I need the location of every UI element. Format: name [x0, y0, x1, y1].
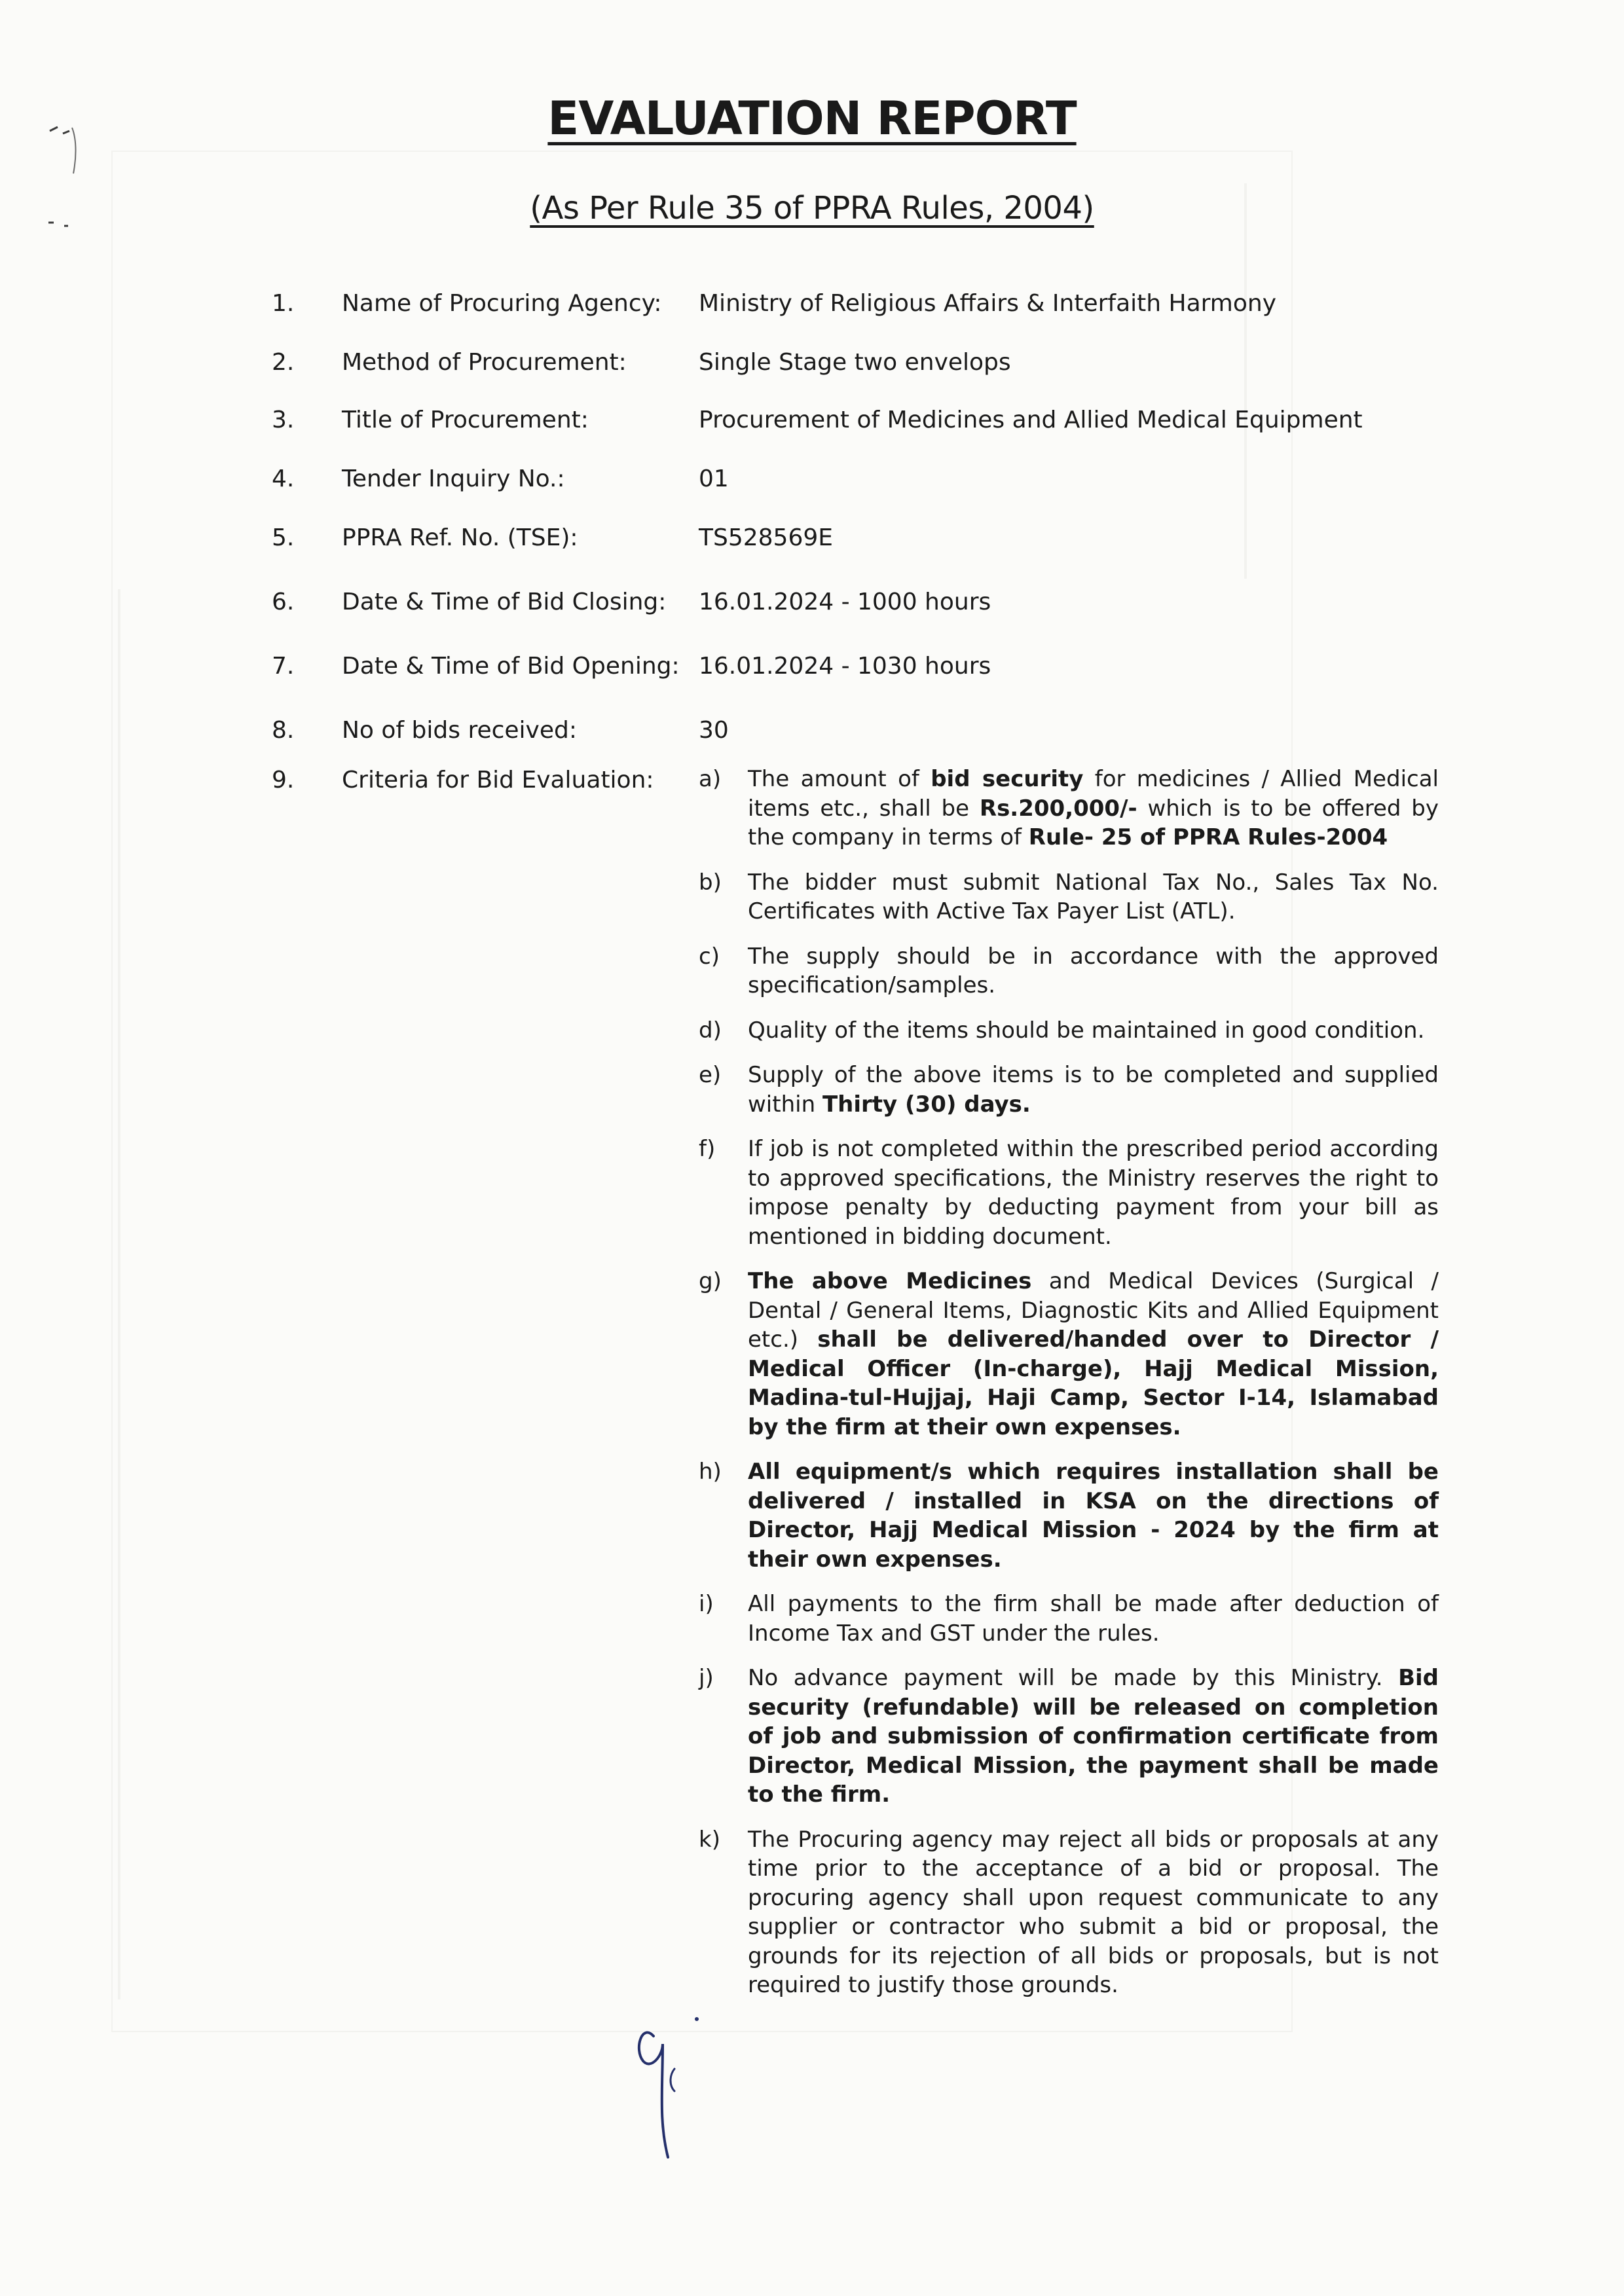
criterion-letter: i) [699, 1591, 714, 1617]
criterion-text-run: The Procuring agency may reject all bids or proposals at any time prior to the acceptance of a bid or proposal. The procuring agency shall upon request communicate to any supplier or contractor who submit a bid or proposal, the grounds for its rejection of all bids or proposals, but is not required to justify those grounds. [748, 1826, 1439, 1998]
field-number: 9. [272, 767, 295, 793]
criteria-list [699, 765, 1439, 2016]
criterion-text [748, 1061, 1439, 1119]
criterion-text [748, 1016, 1439, 1046]
criterion-text-run: and Medical Devices (Surgical / Dental / General Items, Diagnostic Kits and Allied Equipment etc.) [748, 1268, 1439, 1353]
criterion-text [748, 1267, 1439, 1442]
criterion-item [699, 868, 1439, 926]
criterion-item [699, 1457, 1439, 1574]
criterion-letter: j) [699, 1665, 714, 1691]
criterion-letter: c) [699, 943, 720, 970]
criterion-text [748, 765, 1439, 852]
field-label: Date & Time of Bid Opening: [342, 653, 680, 680]
criterion-letter: h) [699, 1459, 722, 1485]
criterion-text-run: The supply should be in accordance with the approved specification/samples. [748, 943, 1439, 998]
field-label: Date & Time of Bid Closing: [342, 589, 667, 615]
signature-mark [629, 2010, 720, 2160]
field-value: Single Stage two envelops [699, 349, 1011, 376]
criterion-text-run: The bidder must submit National Tax No., Sales Tax No. Certificates with Active Tax Payer List (ATL). [748, 869, 1439, 924]
criterion-item [699, 1590, 1439, 1648]
criterion-text [748, 1664, 1439, 1810]
criterion-letter: e) [699, 1062, 722, 1088]
criterion-bold-text: The above Medicines [748, 1268, 1032, 1294]
criterion-item [699, 1825, 1439, 2000]
field-label: Method of Procurement: [342, 349, 627, 376]
field-label: Name of Procuring Agency: [342, 290, 662, 317]
field-number: 1. [272, 290, 295, 317]
field-value: 01 [699, 465, 729, 492]
criterion-item [699, 1664, 1439, 1810]
criterion-item [699, 1061, 1439, 1119]
criterion-text-run: Quality of the items should be maintained in good condition. [748, 1017, 1425, 1044]
field-value: Procurement of Medicines and Allied Medical Equipment [699, 407, 1363, 433]
field-value: 16.01.2024 - 1000 hours [699, 589, 991, 615]
field-value: Ministry of Religious Affairs & Interfaith Harmony [699, 290, 1277, 317]
criterion-text [748, 868, 1439, 926]
criterion-text-run: The amount of [748, 766, 931, 792]
criterion-text-run: If job is not completed within the prescribed period according to approved specifications, the Ministry reserves the right to impose penalty by deducting payment from your bill as mentioned in bidding document. [748, 1136, 1439, 1250]
criterion-text-run: No advance payment will be made by this Ministry. [748, 1665, 1399, 1691]
criterion-text [748, 1135, 1439, 1251]
field-label: Criteria for Bid Evaluation: [342, 767, 654, 793]
criterion-bold-text: shall be delivered/handed over to Director / Medical Officer (In-charge), Hajj Medical Mission, Madina-tul-Hujjaj, Haji Camp, Sector I-14, Islamabad by the firm at their own expenses. [748, 1326, 1439, 1440]
criterion-bold-text: Rule- 25 of PPRA Rules-2004 [1028, 824, 1388, 850]
criterion-letter: a) [699, 766, 722, 792]
field-number: 2. [272, 349, 295, 376]
field-label: Title of Procurement: [342, 407, 589, 433]
field-value: 16.01.2024 - 1030 hours [699, 653, 991, 680]
criterion-letter: d) [699, 1017, 722, 1044]
field-label: PPRA Ref. No. (TSE): [342, 524, 578, 551]
bleed-through-column [118, 589, 120, 1999]
field-value: 30 [699, 717, 729, 744]
criterion-text-run: All payments to the firm shall be made after deduction of Income Tax and GST under the rules. [748, 1591, 1439, 1647]
criterion-letter: b) [699, 869, 722, 896]
criterion-bold-text: Bid security (refundable) will be released on completion of job and submission of confirmation certificate from Director, Medical Mission, the payment shall be made to the firm. [748, 1665, 1439, 1808]
field-label: No of bids received: [342, 717, 577, 744]
criterion-letter: k) [699, 1826, 720, 1853]
field-number: 4. [272, 465, 295, 492]
field-value: TS528569E [699, 524, 834, 551]
field-number: 3. [272, 407, 295, 433]
field-number: 8. [272, 717, 295, 744]
criterion-letter: g) [699, 1268, 722, 1294]
criterion-item [699, 1135, 1439, 1251]
criterion-text-run: which is to be offered by the company in terms of [748, 795, 1439, 850]
criterion-item [699, 1016, 1439, 1046]
field-label: Tender Inquiry No.: [342, 465, 565, 492]
field-number: 7. [272, 653, 295, 680]
criterion-bold-text: Rs.200,000/- [979, 795, 1137, 822]
page-title: EVALUATION REPORT [547, 92, 1077, 145]
criterion-text [748, 1825, 1439, 2000]
criterion-text [748, 1590, 1439, 1648]
criterion-text-run: for medicines / Allied Medical items etc., shall be [748, 766, 1439, 822]
criterion-item [699, 1267, 1439, 1442]
criterion-item [699, 942, 1439, 1000]
criterion-text-run: Supply of the above items is to be completed and supplied within [748, 1062, 1439, 1118]
criterion-text [748, 1457, 1439, 1574]
page-subtitle: (As Per Rule 35 of PPRA Rules, 2004) [530, 190, 1094, 227]
criterion-letter: f) [699, 1136, 716, 1162]
criterion-bold-text: bid security [931, 766, 1084, 792]
field-number: 6. [272, 589, 295, 615]
criterion-item [699, 765, 1439, 852]
criterion-bold-text: Thirty (30) days. [822, 1091, 1031, 1118]
field-number: 5. [272, 524, 295, 551]
criterion-bold-text: All equipment/s which requires installation shall be delivered / installed in KSA on the directions of Director, Hajj Medical Mission - 2024 by the firm at their own expenses. [748, 1459, 1439, 1573]
criterion-text [748, 942, 1439, 1000]
